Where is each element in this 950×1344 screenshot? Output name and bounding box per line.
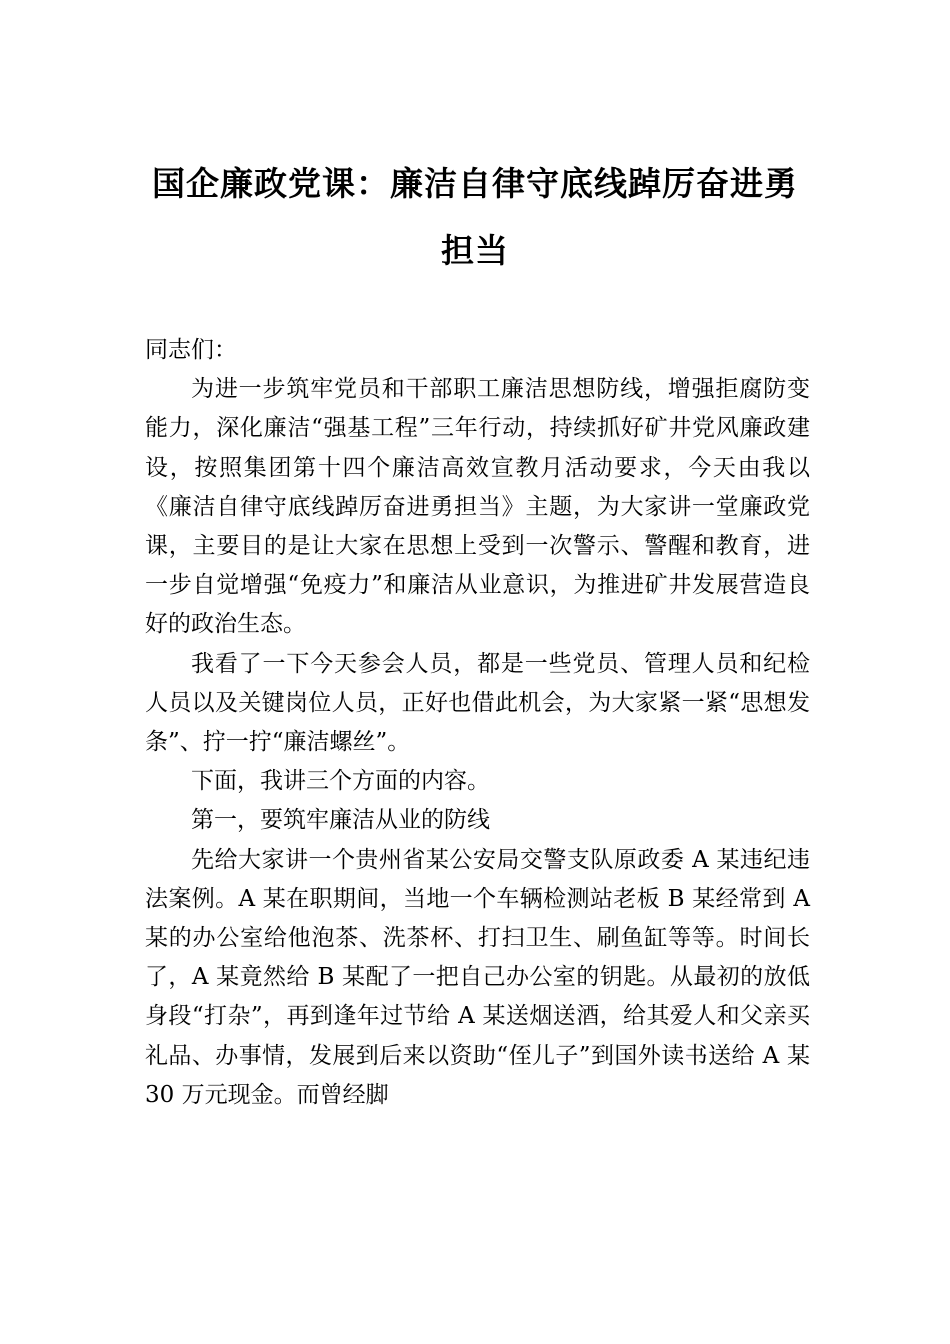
paragraph-case-study: 先给大家讲一个贵州省某公安局交警支队原政委 A 某违纪违法案例。A 某在职期间，当地一个车辆检测站老板 B 某经常到 A 某的办公室给他泡茶、洗茶杯、打扫卫生、刷鱼缸等等。时间长了，A 某竟然给 B 某配了一把自己办公室的钥匙。从最初的放低身段“打杂”，再到逢年过节给 A 某送烟送酒，给其爱人和父亲买礼品、办事情，发展到后来以资助“侄儿子”到国外读书送给 A 某 30 万元现金。而曾经脚 — [145, 846, 810, 1108]
paragraph-outline: 下面，我讲三个方面的内容。 — [191, 768, 490, 795]
salutation: 同志们： — [145, 337, 237, 363]
page-title: 国企廉政党课：廉洁自律守底线踔厉奋进勇担当 — [152, 164, 798, 270]
paragraph-attendees: 我看了一下今天参会人员，都是一些党员、管理人员和纪检人员以及关键岗位人员，正好也借此机会，为大家紧一紧“思想发条”、拧一拧“廉洁螺丝”。 — [145, 650, 810, 756]
paragraph-intro: 为进一步筑牢党员和干部职工廉洁思想防线，增强拒腐防变能力，深化廉洁“强基工程”三年行动，持续抓好矿井党风廉政建设，按照集团第十四个廉洁高效宣教月活动要求，今天由我以《廉洁自律守底线踔厉奋进勇担当》主题，为大家讲一堂廉政党课，主要目的是让大家在思想上受到一次警示、警醒和教育，进一步自觉增强“免疫力”和廉洁从业意识，为推进矿井发展营造良好的政治生态。 — [145, 376, 810, 638]
document-body — [145, 331, 810, 1115]
section-heading-first: 第一，要筑牢廉洁从业的防线 — [191, 807, 490, 834]
